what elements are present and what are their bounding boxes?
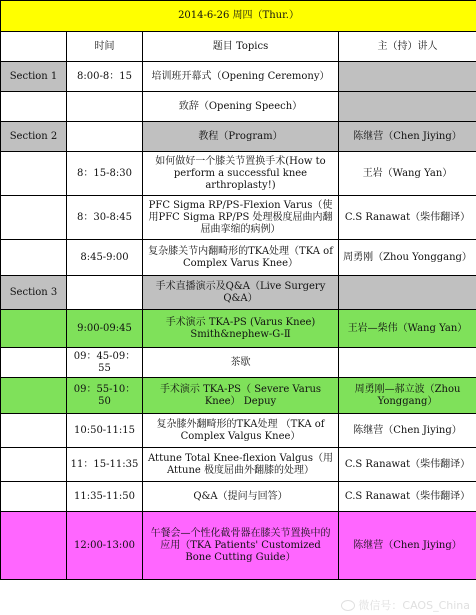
header-speaker: 主（持）讲人 [339, 32, 476, 62]
speaker-cell: 周勇刚—郝立波（Zhou Yonggang） [339, 378, 476, 414]
topic-cell: 复杂膝关节内翻畸形的TKA处理（TKA of Complex Varus Knee） [143, 240, 339, 276]
header-topic: 题目 Topics [143, 32, 339, 62]
time-cell: 09：55-10：50 [67, 378, 143, 414]
table-row [1, 240, 476, 276]
topic-cell: 手术演示 TKA-PS（ Severe Varus Knee） Depuy [143, 378, 339, 414]
table-row [1, 448, 476, 482]
time-cell: 8:00-8：15 [67, 62, 143, 92]
title-row [1, 1, 476, 32]
topic-cell: 手术演示 TKA-PS (Varus Knee) Smith&nephew-G-Ⅱ [143, 310, 339, 348]
time-cell: 10:50-11:15 [67, 414, 143, 448]
table-row [1, 196, 476, 240]
date-title: 2014-6-26 周四（Thur.） [1, 1, 476, 32]
table-row [1, 122, 476, 152]
speaker-cell [339, 276, 476, 310]
time-cell: 11:35-11:50 [67, 482, 143, 512]
time-cell [67, 276, 143, 310]
session-cell [1, 196, 67, 240]
table-row [1, 62, 476, 92]
speaker-cell [339, 62, 476, 92]
wechat-icon [341, 600, 355, 611]
header-session [1, 32, 67, 62]
session-cell [1, 240, 67, 276]
time-cell: 9:00-09:45 [67, 310, 143, 348]
session-cell [1, 92, 67, 122]
time-cell: 8：30-8:45 [67, 196, 143, 240]
watermark-text: 微信号：CAOS_China [358, 599, 470, 612]
time-cell: 09：45-09：55 [67, 348, 143, 378]
topic-cell: Q&A（提问与回答） [143, 482, 339, 512]
time-cell [67, 122, 143, 152]
topic-cell: 茶歇 [143, 348, 339, 378]
speaker-cell: C.S Ranawat（柴伟翻译） [339, 196, 476, 240]
table-row [1, 348, 476, 378]
session-cell [1, 152, 67, 196]
table-row [1, 310, 476, 348]
time-cell [67, 92, 143, 122]
speaker-cell: 陈继营（Chen Jiying） [339, 414, 476, 448]
topic-cell: 午餐会—个性化截骨器在膝关节置换中的应用（TKA Patients' Customized Bone Cutting Guide） [143, 512, 339, 580]
speaker-cell [339, 92, 476, 122]
table-row [1, 92, 476, 122]
topic-cell: Attune Total Knee-flexion Valgus（用Attune 极度屈曲外翻膝的处理） [143, 448, 339, 482]
speaker-cell: 陈继营（Chen Jiying） [339, 512, 476, 580]
session-cell: Section 2 [1, 122, 67, 152]
table-row [1, 276, 476, 310]
topic-cell: 致辞（Opening Speech） [143, 92, 339, 122]
topic-cell: 如何做好一个膝关节置换手术(How to perform a successful knee arthroplasty!) [143, 152, 339, 196]
session-cell: Section 3 [1, 276, 67, 310]
topic-cell: 培训班开幕式（Opening Ceremony） [143, 62, 339, 92]
session-cell [1, 448, 67, 482]
session-cell [1, 512, 67, 580]
session-cell [1, 378, 67, 414]
topic-cell: 手术直播演示及Q&A（Live Surgery Q&A） [143, 276, 339, 310]
speaker-cell: C.S Ranawat（柴伟翻译） [339, 448, 476, 482]
time-cell: 8:45-9:00 [67, 240, 143, 276]
topic-cell: 复杂膝外翻畸形的TKA处理 （TKA of Complex Valgus Knee） [143, 414, 339, 448]
speaker-cell: 王岩（Wang Yan） [339, 152, 476, 196]
speaker-cell: 陈继营（Chen Jiying） [339, 122, 476, 152]
session-cell: Section 1 [1, 62, 67, 92]
time-cell: 8：15-8:30 [67, 152, 143, 196]
topic-cell: PFC Sigma RP/PS-Flexion Varus（使用PFC Sigma RP/PS 处理极度屈曲内翻屈曲挛缩的病例） [143, 196, 339, 240]
header-time: 时间 [67, 32, 143, 62]
session-cell [1, 414, 67, 448]
table-row [1, 482, 476, 512]
speaker-cell: 王岩—柴伟（Wang Yan） [339, 310, 476, 348]
table-row [1, 512, 476, 580]
speaker-cell: 周勇刚（Zhou Yonggang） [339, 240, 476, 276]
table-row [1, 378, 476, 414]
session-cell [1, 348, 67, 378]
watermark [341, 597, 470, 613]
speaker-cell [339, 348, 476, 378]
session-cell [1, 310, 67, 348]
table-row [1, 414, 476, 448]
time-cell: 11：15-11:35 [67, 448, 143, 482]
topic-cell: 教程（Program） [143, 122, 339, 152]
speaker-cell: C.S Ranawat（柴伟翻译） [339, 482, 476, 512]
header-row [1, 32, 476, 62]
session-cell [1, 482, 67, 512]
time-cell: 12:00-13:00 [67, 512, 143, 580]
table-row [1, 152, 476, 196]
